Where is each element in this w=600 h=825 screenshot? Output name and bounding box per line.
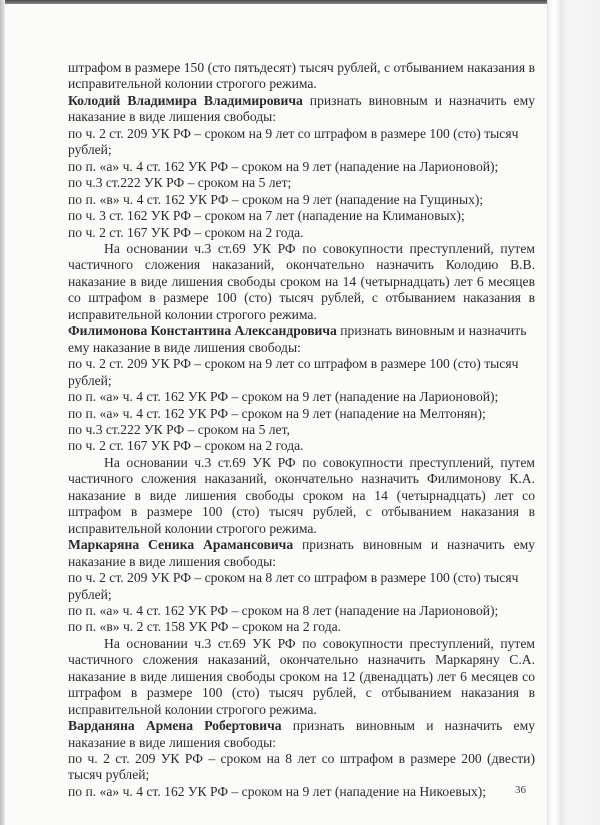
- verdict-text: признать виновным и назначить ему наказание в виде лишения свободы:: [68, 92, 535, 125]
- verdict-text: признать виновным и назначить ему наказание в виде лишения свободы:: [68, 718, 535, 750]
- document-page: [68, 60, 535, 800]
- final-sentence-paragraph: На основании ч.3 ст.69 УК РФ по совокупности преступлений, путем частичного сложения наказаний, окончательно назначить Колодию В.В. наказание в виде лишения свободы сроком на 14 (четырнадцать) лет 6 месяцев со штрафом в размере 100 (сто) тысяч рублей, с отбыванием наказания в исправительной колонии строгого режима.: [68, 240, 535, 322]
- verdict-filimonov: [68, 323, 535, 356]
- verdict-text: признать виновным и назначить ему наказание в виде лишения свободы:: [68, 537, 535, 569]
- charge-line: по п. «а» ч. 4 ст. 162 УК РФ – сроком на 8 лет (нападение на Ларионовой);: [68, 602, 499, 618]
- final-sentence-paragraph: На основании ч.3 ст.69 УК РФ по совокупности преступлений, путем частичного сложения наказаний, окончательно назначить Маркаряну С.А. наказание в виде лишения свободы сроком на 12 (двенадцать) лет 6 месяцев со штрафом в размере 100 (сто) тысяч рублей, с отбыванием наказания в исправительной колонии строгого режима.: [68, 635, 535, 717]
- paragraph-sentence-tail: штрафом в размере 150 (сто пятьдесят) тысяч рублей, с отбыванием наказания в исправительной колонии строгого режима.: [68, 60, 535, 92]
- verdict-text: признать виновным и назначить ему наказание в виде лишения свободы:: [68, 323, 527, 355]
- defendant-name: Варданяна Армена Робертовича: [68, 718, 282, 734]
- charge-line: по п. «а» ч. 4 ст. 162 УК РФ – сроком на 9 лет (нападение на Ларионовой);: [68, 389, 499, 405]
- charge-line: по ч. 3 ст. 162 УК РФ – сроком на 7 лет (нападение на Климановых);: [68, 208, 465, 224]
- scan-left-edge: [0, 0, 5, 825]
- verdict-kolodiy: [68, 93, 535, 126]
- charge-line: по п. «в» ч. 4 ст. 162 УК РФ – сроком на 9 лет (нападение на Гущиных);: [68, 191, 484, 207]
- charge-line: по п. «а» ч. 4 ст. 162 УК РФ – сроком на 9 лет (нападение на Никоевых);: [68, 783, 487, 799]
- charge-line: по п. «а» ч. 4 ст. 162 УК РФ – сроком на 9 лет (нападение на Ларионовой);: [68, 158, 499, 174]
- page-number: 36: [515, 784, 526, 796]
- scan-top-edge: [0, 0, 600, 4]
- charge-line: по ч. 2 ст. 167 УК РФ – сроком на 2 года.: [68, 438, 304, 454]
- final-sentence-paragraph: На основании ч.3 ст.69 УК РФ по совокупности преступлений, путем частичного сложения наказаний, окончательно назначить Филимонову К.А. наказание в виде лишения свободы сроком на 14 (четырнадцать) лет со штрафом в размере 100 (сто) тысяч рублей, с отбыванием наказания в исправительной колонии строгого режима.: [68, 454, 535, 536]
- charge-line: по ч. 2 ст. 209 УК РФ – сроком на 9 лет со штрафом в размере 100 (сто) тысяч рублей;: [68, 356, 519, 388]
- verdict-vardanyan: [68, 718, 535, 751]
- charge-line: по ч. 2 ст. 209 УК РФ – сроком на 8 лет со штрафом в размере 200 (двести) тысяч рублей;: [68, 751, 535, 783]
- defendant-name: Филимонова Константина Александровича: [68, 323, 337, 339]
- charge-line: по ч. 2 ст. 209 УК РФ – сроком на 9 лет со штрафом в размере 100 (сто) тысяч рублей;: [68, 125, 519, 158]
- charge-line: по п. «в» ч. 2 ст. 158 УК РФ – сроком на 2 года.: [68, 619, 342, 635]
- charge-line: по п. «а» ч. 4 ст. 162 УК РФ – сроком на 9 лет (нападение на Мелтонян);: [68, 405, 486, 421]
- charge-line: по ч. 2 ст. 209 УК РФ – сроком на 8 лет со штрафом в размере 100 (сто) тысяч рублей;: [68, 570, 519, 602]
- charge-line: по ч.3 ст.222 УК РФ – сроком на 5 лет;: [68, 175, 292, 191]
- scan-page-fold: [547, 0, 600, 825]
- charge-line: по ч.3 ст.222 УК РФ – сроком на 5 лет,: [68, 421, 290, 437]
- verdict-markaryan: [68, 537, 535, 570]
- charge-line: по ч. 2 ст. 167 УК РФ – сроком на 2 года.: [68, 224, 304, 240]
- defendant-name: Маркаряна Сеника Арамансовича: [68, 537, 294, 553]
- defendant-name: Колодий Владимира Владимировича: [68, 92, 303, 108]
